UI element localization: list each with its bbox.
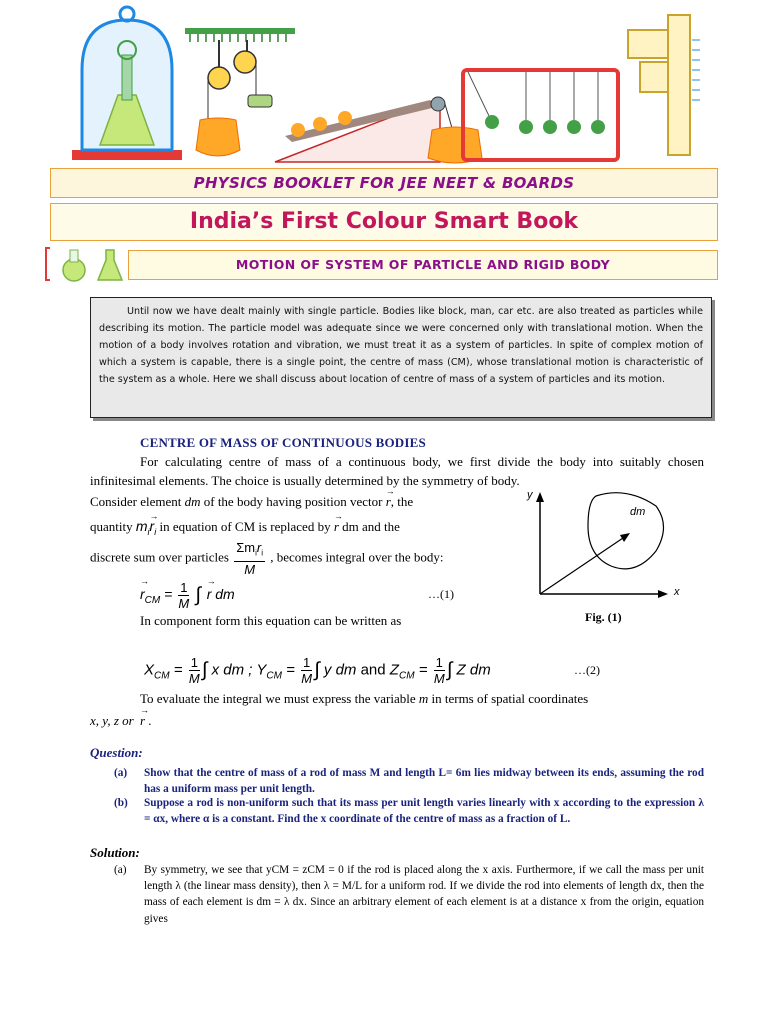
- question-heading: Question:: [90, 745, 143, 760]
- smart-book-title: India’s First Colour Smart Book: [189, 209, 579, 234]
- figure-dm-label: dm: [630, 506, 646, 518]
- p3-miri: $m_i\to r_i$: [136, 518, 156, 534]
- bell-jar-icon: [72, 7, 182, 160]
- p2-text-c: , the: [390, 494, 414, 509]
- figure-x-label: x: [674, 586, 680, 598]
- p3-text-b: in equation of CM is replaced by: [159, 519, 331, 534]
- booklet-title: PHYSICS BOOKLET FOR JEE NEET & BOARDS: [193, 174, 575, 192]
- p3-text-c: dm and the: [342, 519, 400, 534]
- vernier-caliper-icon: [628, 15, 700, 155]
- intro-paragraph: Until now we have dealt mainly with single particle. Bodies like block, man, car etc. are also treated as particles while describing its motion. The particle model was adequate since we were concerned only with translational motion. When the motion of a body involves rotation and vibration, we must treat it as a system of particles. In spite of complex motion of which a system is capable, there is a single point, the centre of mass (CM), whose translational motion is characteristic of the system as a whole. Here we shall discuss about location of centre of mass of a system of particles and its motion.: [99, 306, 703, 385]
- newtons-cradle-icon: [463, 70, 618, 160]
- solution-heading: Solution:: [90, 845, 140, 860]
- sum-fraction: $\frac{\Sigma m_ir_i}{M}$: [236, 540, 264, 577]
- equation-2-number: …(2): [574, 663, 600, 677]
- equation-1: → $r_{CM}$ = $\frac{1}{M}$ ∫ → r dm: [140, 580, 235, 611]
- coordinates-line: x, y, z or → r .: [90, 711, 152, 730]
- booklet-banner: [50, 168, 718, 198]
- p2-dm: dm: [184, 494, 201, 509]
- p4-text-a: discrete sum over particles: [90, 549, 229, 565]
- figure-caption: Fig. (1): [585, 610, 622, 624]
- evaluate-paragraph: To evaluate the integral we must express the variable m in terms of spatial coordinates: [140, 691, 589, 706]
- flask-icon: [44, 244, 130, 284]
- p3-r-vector: → r: [334, 517, 339, 536]
- p2-text-a: Consider element: [90, 494, 182, 509]
- chapter-banner: [128, 250, 718, 280]
- p2-text-b: of the body having position vector: [203, 494, 383, 509]
- section-paragraph-1: For calculating centre of mass of a continuous body, we first divide the body into suitably chosen infinitesimal elements. The choice is usually determined by the symmetry of body.: [90, 454, 704, 488]
- equation-1-number: …(1): [428, 587, 454, 601]
- section-heading: CENTRE OF MASS OF CONTINUOUS BODIES: [140, 435, 426, 450]
- p4-text-b: , becomes integral over the body:: [270, 549, 444, 565]
- smart-book-banner: [50, 203, 718, 241]
- physics-apparatus-illustration: [0, 0, 768, 168]
- chapter-title: MOTION OF SYSTEM OF PARTICLE AND RIGID BODY: [235, 257, 611, 272]
- p2-r-vector: → r: [386, 492, 391, 511]
- intro-box: [90, 297, 712, 418]
- cm-figure: [516, 486, 696, 626]
- solution-a: (a) By symmetry, we see that yCM = zCM = 0 if the rod is placed along the x axis. Furthermore, if we call the mass per unit length λ (the linear mass density), then λ = M/L for a uniform rod. If we divide the rod into elements of length dx, then the mass of each element is dm = λ dx. Since an arbitrary element of each element is at a distance x from the origin, equation gives: [114, 864, 704, 925]
- inclined-plane-icon: [275, 97, 482, 163]
- question-a: (a) Show that the centre of mass of a rod of mass M and length L= 6m lies midway between its ends, assuming the rod has a uniform mass per unit length.: [114, 767, 704, 795]
- figure-y-label: y: [527, 489, 533, 501]
- equation-2: $X_{CM}$ = $\frac{1}{M}$ ∫ x dm ; $Y_{CM}$ = $\frac{1}{M}$ ∫ y dm and $Z_{CM}$ = $\frac{1}{M}$ ∫ Z dm: [144, 655, 491, 686]
- p3-text-a: quantity: [90, 519, 133, 534]
- component-form-text: In component form this equation can be written as: [140, 613, 402, 628]
- question-b: (b) Suppose a rod is non-uniform such that its mass per unit length varies linearly with x according to the expression λ = αx, where α is a constant. Find the x coordinate of the centre of mass as a fraction of L.: [114, 797, 704, 825]
- pulley-icon: [185, 28, 295, 156]
